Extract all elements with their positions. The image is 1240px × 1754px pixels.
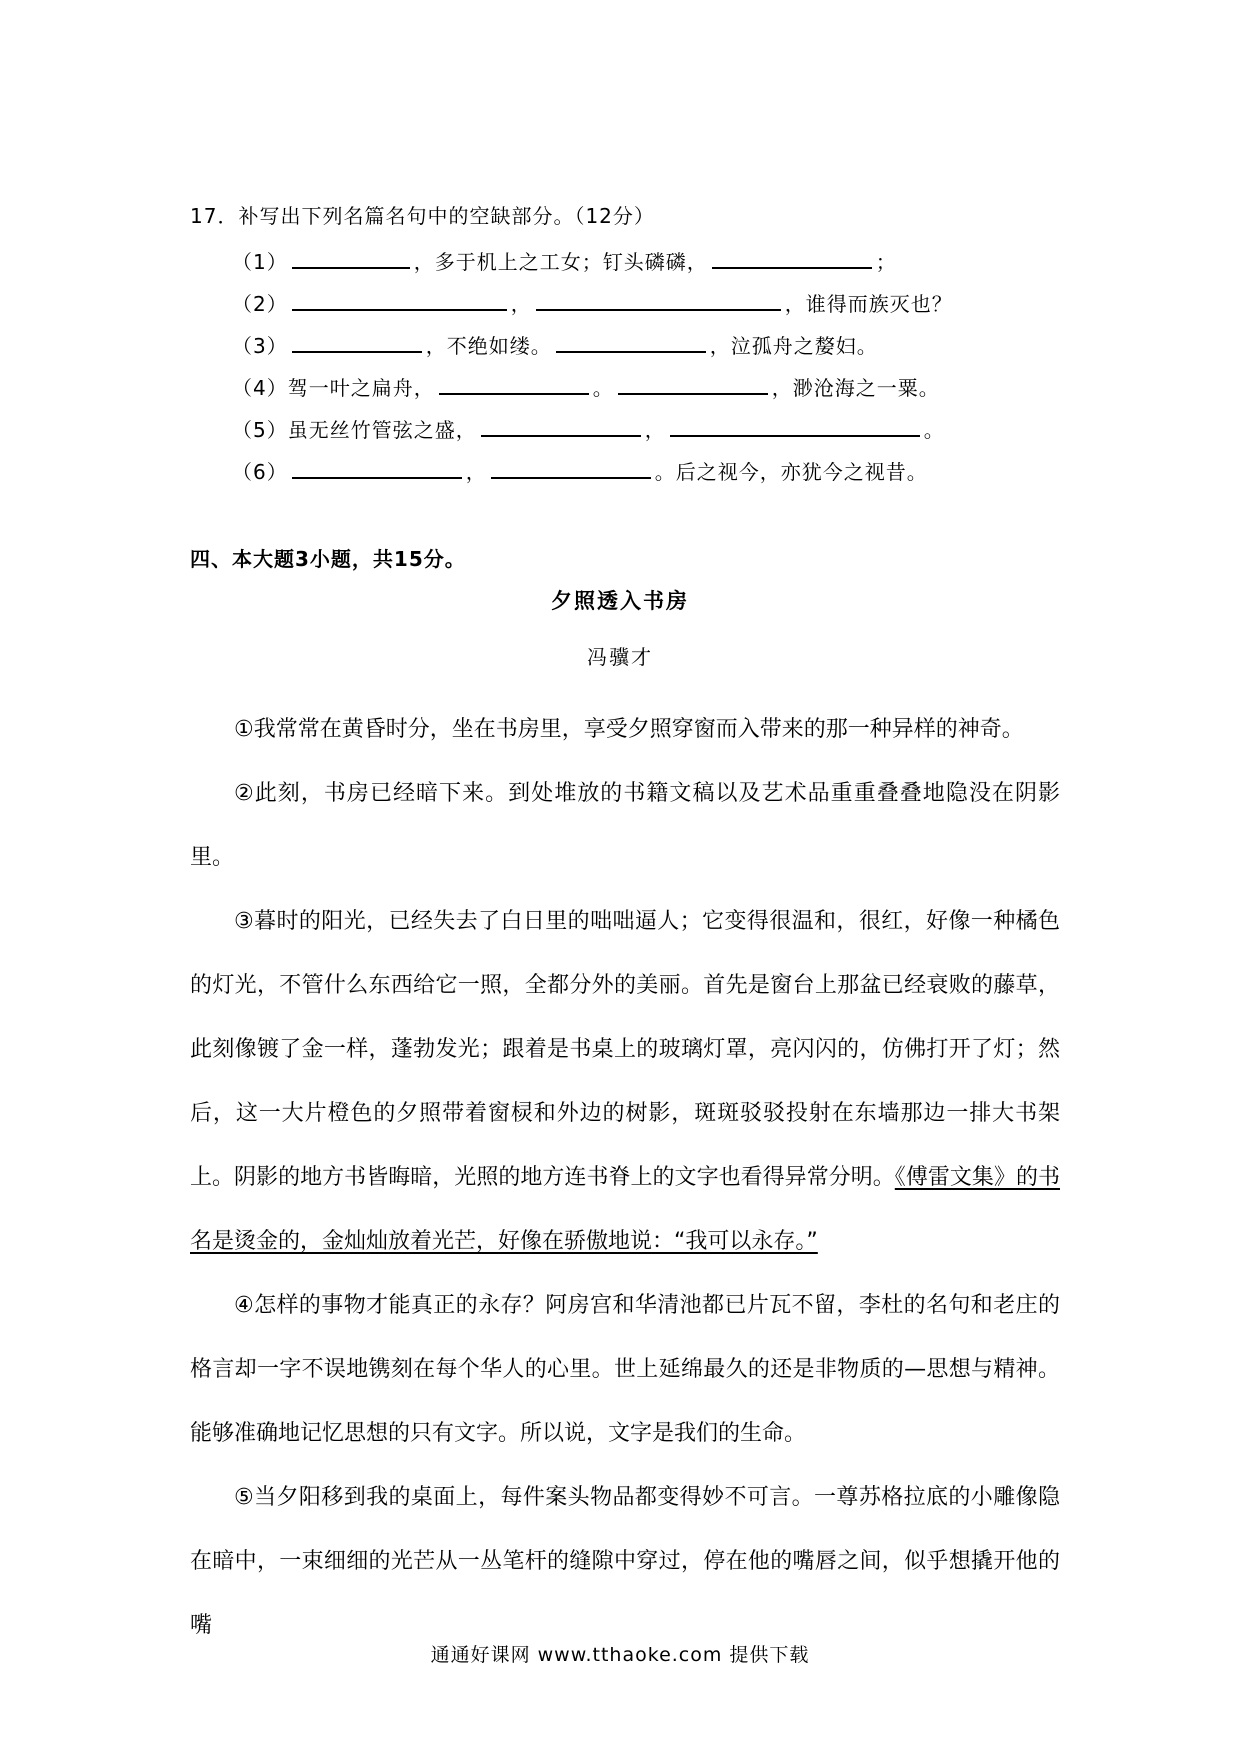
footer-source: 通通好课网 www.tthaoke.com 提供下载 <box>430 1644 810 1666</box>
fill-item-number: （5） <box>232 418 288 442</box>
fill-item-text: 。 <box>923 418 945 442</box>
answer-blank[interactable] <box>536 291 781 311</box>
fill-item-number: （2） <box>232 292 288 316</box>
fill-item-5 <box>232 414 945 443</box>
article-title: 夕照透入书房 <box>551 589 689 613</box>
fill-item-number: （6） <box>232 460 288 484</box>
fill-item-3 <box>232 330 878 359</box>
fill-item-text: ，不绝如缕。 <box>425 334 552 358</box>
fill-item-text: 驾一叶之扁舟， <box>287 376 435 400</box>
paragraph-3-text: ③暮时的阳光，已经失去了白日里的咄咄逼人；它变得很温和，很红，好像一种橘色的灯光，不管什么东西给它一照，全都分外的美丽。首先是窗台上那盆已经衰败的藤草，此刻像镀了金一样，蓬勃发光；跟着是书桌上的玻璃灯罩，亮闪闪的，仿佛打开了灯；然后，这一大片橙色的夕照带着窗棂和外边的树影，斑斑驳驳投射在东墙那边一排大书架上。阴影的地方书皆晦暗，光照的地方连书脊上的文字也看得异常分明。 <box>190 909 1060 1190</box>
fill-item-6 <box>232 456 928 485</box>
article-author: 冯骥才 <box>587 645 653 669</box>
fill-item-text: 。 <box>592 376 614 400</box>
paragraph-4: ④怎样的事物才能真正的永存？阿房宫和华清池都已片瓦不留，李杜的名句和老庄的格言却一字不误地镌刻在每个华人的心里。世上延绵最久的还是非物质的—思想与精神。能够准确地记忆思想的只有文字。所以说，文字是我们的生命。 <box>190 1293 1060 1446</box>
paragraph-3 <box>190 890 1060 1274</box>
answer-blank[interactable] <box>556 333 706 353</box>
fill-item-text: ，谁得而族灭也？ <box>784 292 953 316</box>
fill-item-text: ， <box>644 418 666 442</box>
answer-blank[interactable] <box>670 417 920 437</box>
answer-blank[interactable] <box>712 249 872 269</box>
underlined-sentence: 《傅雷文集》的书名是烫金的，金灿灿放着光芒，好像在骄傲地说：“我可以永存。” <box>190 1165 1060 1254</box>
fill-item-text: 虽无丝竹管弦之盛， <box>287 418 477 442</box>
question-17-title: 17．补写出下列名篇名句中的空缺部分。（12分） <box>190 204 655 228</box>
fill-item-number: （1） <box>232 250 288 274</box>
answer-blank[interactable] <box>292 459 462 479</box>
fill-item-text: ， <box>465 460 487 484</box>
fill-item-text: ，渺沧海之一粟。 <box>771 376 940 400</box>
fill-item-text: ，泣孤舟之嫠妇。 <box>709 334 878 358</box>
fill-item-2 <box>232 288 953 317</box>
fill-item-number: （3） <box>232 334 288 358</box>
article-body <box>190 698 1060 1658</box>
fill-item-text: ； <box>875 250 897 274</box>
fill-item-4 <box>232 372 940 401</box>
fill-item-text: 。后之视今，亦犹今之视昔。 <box>654 460 928 484</box>
answer-blank[interactable] <box>292 249 410 269</box>
answer-blank[interactable] <box>481 417 641 437</box>
paragraph-5: ⑤当夕阳移到我的桌面上，每件案头物品都变得妙不可言。一尊苏格拉底的小雕像隐在暗中，一束细细的光芒从一丛笔杆的缝隙中穿过，停在他的嘴唇之间，似乎想撬开他的嘴 <box>190 1485 1060 1638</box>
answer-blank[interactable] <box>618 375 768 395</box>
paragraph-2: ②此刻，书房已经暗下来。到处堆放的书籍文稿以及艺术品重重叠叠地隐没在阴影里。 <box>190 781 1060 870</box>
answer-blank[interactable] <box>491 459 651 479</box>
answer-blank[interactable] <box>292 333 422 353</box>
fill-item-number: （4） <box>232 376 288 400</box>
answer-blank[interactable] <box>292 291 507 311</box>
fill-item-text: ， <box>510 292 532 316</box>
fill-item-text: ，多于机上之工女；钉头磷磷， <box>413 250 708 274</box>
answer-blank[interactable] <box>439 375 589 395</box>
section-heading: 四、本大题3小题，共15分。 <box>190 547 466 571</box>
paragraph-1: ①我常常在黄昏时分，坐在书房里，享受夕照穿窗而入带来的那一种异样的神奇。 <box>234 717 1024 742</box>
fill-item-1 <box>232 246 897 275</box>
